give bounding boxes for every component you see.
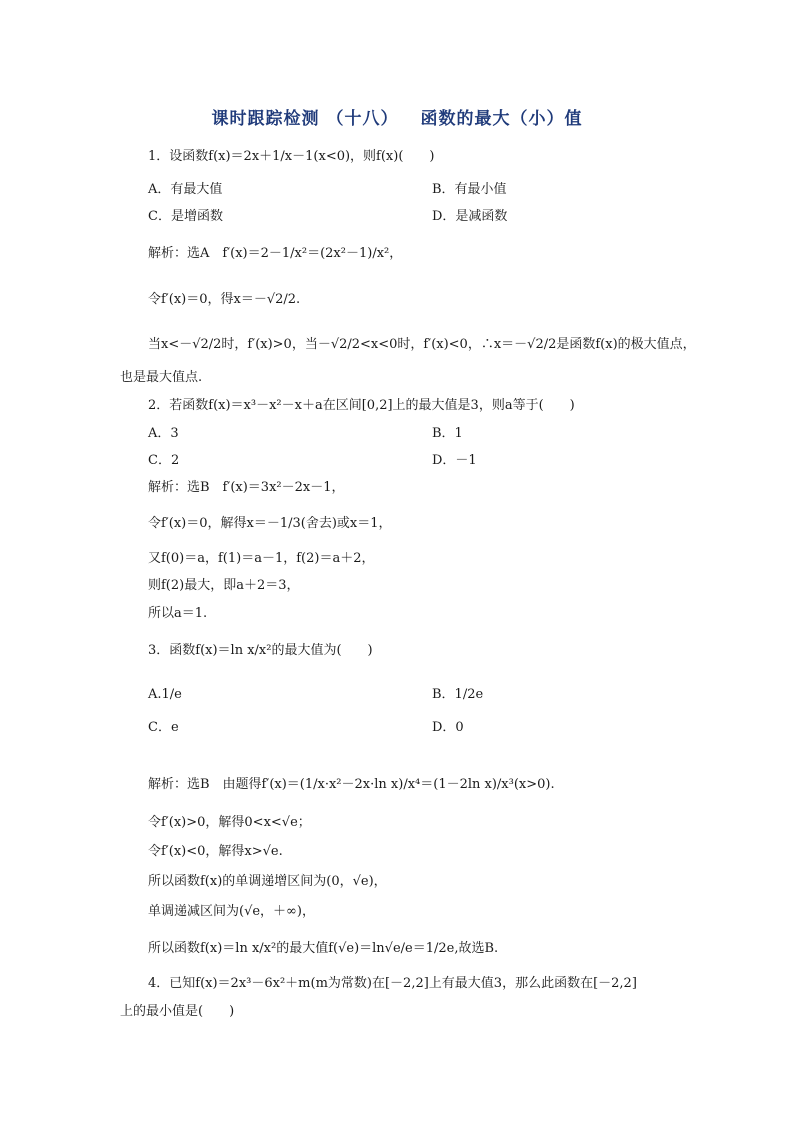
q4-stem-line2: 上的最小值是( ): [120, 1004, 235, 1019]
q3-solution-line5: 单调递减区间为(√e，＋∞)，: [148, 904, 315, 919]
q2-solution-line3: 又f(0)＝a，f(1)＝a－1，f(2)＝a＋2，: [148, 551, 375, 566]
q2-solution-line4: 则f(2)最大，即a＋2＝3，: [148, 578, 300, 593]
q2-option-b: B．1: [432, 426, 463, 441]
q2-option-a: A．3: [148, 426, 179, 441]
q1-solution-line1: 解析：选A f′(x)＝2－1/x²＝(2x²－1)/x²，: [148, 246, 403, 261]
q3-solution-line6: 所以函数f(x)＝ln x/x²的最大值f(√e)＝ln√e/e＝1/2e,故选B.: [148, 941, 499, 956]
title-part1: 课时跟踪检测 （十八）: [211, 109, 399, 129]
q2-option-c: C．2: [148, 453, 180, 468]
q4-stem-line1: 4．已知f(x)＝2x³－6x²＋m(m为常数)在[－2,2]上有最大值3，那么此函数在[－2,2]: [148, 976, 637, 991]
q2-option-d: D．－1: [432, 453, 477, 468]
q1-option-a: A．有最大值: [148, 182, 223, 197]
q2-solution-line1: 解析：选B f′(x)＝3x²－2x－1，: [148, 480, 345, 495]
q3-option-b: B．1/2e: [432, 687, 484, 702]
q3-stem: 3．函数f(x)＝ln x/x²的最大值为( ): [148, 643, 373, 658]
q3-solution-line2: 令f′(x)>0，解得0<x<√e；: [148, 815, 311, 830]
title-part2: 函数的最大（小）值: [420, 109, 583, 129]
q3-option-c: C．e: [148, 720, 179, 735]
q3-solution-line3: 令f′(x)<0，解得x>√e.: [148, 844, 283, 859]
q1-solution-line3: 当x<－√2/2时，f′(x)>0，当－√2/2<x<0时，f′(x)<0，∴x＝－√2/2是函数f(x)的极大值点，: [148, 337, 696, 352]
q2-solution-line5: 所以a＝1.: [148, 606, 208, 621]
q1-option-c: C．是增函数: [148, 209, 223, 224]
q1-stem: 1．设函数f(x)＝2x＋1/x－1(x<0)，则f(x)( ): [148, 149, 435, 164]
q3-option-a: A.1/e: [148, 687, 182, 702]
q1-option-d: D．是减函数: [432, 209, 508, 224]
q1-option-b: B．有最小值: [432, 182, 507, 197]
q1-solution-line4: 也是最大值点.: [120, 370, 203, 385]
q1-solution-line2: 令f′(x)＝0，得x＝－√2/2.: [148, 292, 301, 307]
q3-solution-line1: 解析：选B 由题得f′(x)＝(1/x·x²－2x·ln x)/x⁴＝(1－2ln x)/x³(x>0).: [148, 777, 555, 792]
q2-solution-line2: 令f′(x)＝0，解得x＝－1/3(舍去)或x＝1，: [148, 516, 392, 531]
q2-stem: 2．若函数f(x)＝x³－x²－x＋a在区间[0,2]上的最大值是3，则a等于( ): [148, 398, 575, 413]
q3-option-d: D．0: [432, 720, 464, 735]
page-title: [0, 104, 794, 129]
q3-solution-line4: 所以函数f(x)的单调递增区间为(0，√e)，: [148, 874, 387, 889]
